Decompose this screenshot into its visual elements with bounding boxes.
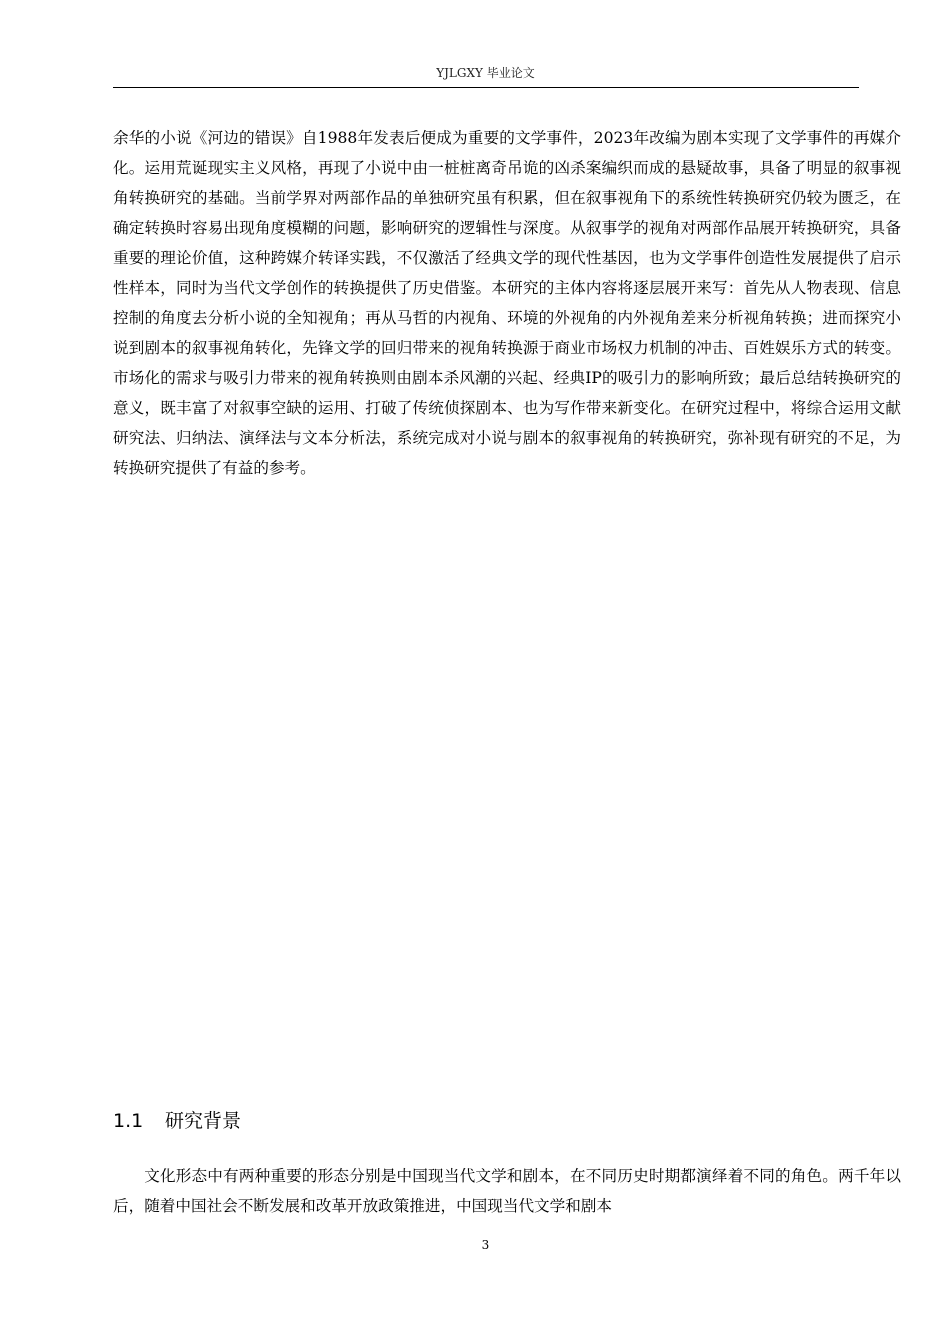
header-divider bbox=[113, 87, 859, 88]
section-heading bbox=[113, 1106, 241, 1136]
section-title: 研究背景 bbox=[165, 1110, 242, 1132]
running-header: YJLGXY 毕业论文 bbox=[436, 66, 535, 80]
page-number: 3 bbox=[481, 1238, 490, 1252]
section-paragraph: 文化形态中有两种重要的形态分别是中国现当代文学和剧本，在不同历史时期都演绎着不同的角色。两千年以后，随着中国社会不断发展和改革开放政策推进，中国现当代文学和剧本 bbox=[113, 1167, 901, 1215]
body-paragraph: 余华的小说《河边的错误》自1988年发表后便成为重要的文学事件，2023年改编为剧本实现了文学事件的再媒介化。运用荒诞现实主义风格，再现了小说中由一桩桩离奇吊诡的凶杀案编织而成的悬疑故事，具备了明显的叙事视角转换研究的基础。当前学界对两部作品的单独研究虽有积累，但在叙事视角下的系统性转换研究仍较为匮乏，在确定转换时容易出现角度模糊的问题，影响研究的逻辑性与深度。从叙事学的视角对两部作品展开转换研究，具备重要的理论价值，这种跨媒介转译实践，不仅激活了经典文学的现代性基因，也为文学事件创造性发展提供了启示性样本，同时为当代文学创作的转换提供了历史借鉴。本研究的主体内容将逐层展开来写：首先从人物表现、信息控制的角度去分析小说的全知视角；再从马哲的内视角、环境的外视角的内外视角差来分析视角转换；进而探究小说到剧本的叙事视角转化，先锋文学的回归带来的视角转换源于商业市场权力机制的冲击、百姓娱乐方式的转变。市场化的需求与吸引力带来的视角转换则由剧本杀风潮的兴起、经典IP的吸引力的影响所致；最后总结转换研究的意义，既丰富了对叙事空缺的运用、打破了传统侦探剧本、也为写作带来新变化。在研究过程中，将综合运用文献研究法、归纳法、演绎法与文本分析法，系统完成对小说与剧本的叙事视角的转换研究，弥补现有研究的不足，为转换研究提供了有益的参考。 bbox=[113, 129, 901, 477]
section-number: 1.1 bbox=[113, 1110, 144, 1132]
